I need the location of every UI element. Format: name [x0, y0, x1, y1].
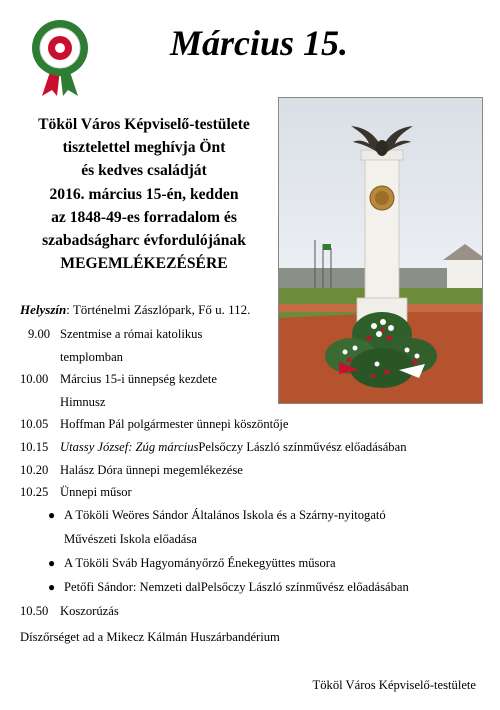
- bullet-item: [20, 556, 490, 580]
- program-text: Koszorúzás: [60, 603, 119, 618]
- bullet-icon: ●: [48, 579, 56, 594]
- bullet-icon: ●: [48, 507, 56, 522]
- program-row: [20, 417, 490, 440]
- invitation-line: és kedves családját: [81, 162, 207, 180]
- program-list: [20, 327, 490, 626]
- invitation-text: [20, 113, 268, 275]
- program-text: Halász Dóra ünnepi megemlékezése: [60, 462, 243, 477]
- program-row-continuation: [20, 395, 490, 418]
- program-text: Himnusz: [60, 394, 106, 409]
- bullet-text: A Tököli Weöres Sándor Általános Iskola és a Szárny-nyitogató: [64, 507, 386, 522]
- program-text-italic: Utassy József: Zúg március: [60, 439, 199, 454]
- bullet-text: Pelsőczy László színművész előadásában: [200, 579, 409, 594]
- bullet-text: A Tököli Sváb Hagyományőrző Énekegyüttes műsora: [64, 555, 336, 570]
- bullet-item: [20, 580, 490, 604]
- program-text: Ünnepi műsor: [60, 485, 132, 500]
- bullet-item: [20, 508, 490, 532]
- program-time: 10.25: [20, 485, 49, 500]
- program-row: [20, 372, 490, 395]
- bullet-icon: ●: [48, 555, 56, 570]
- invitation-line: az 1848-49-es forradalom és: [51, 208, 237, 226]
- program-text: templomban: [60, 349, 123, 364]
- page-title: Március 15.: [170, 23, 349, 63]
- program-row: [20, 485, 490, 508]
- program-text: Március 15-i ünnepség kezdete: [60, 372, 218, 387]
- bullet-item-continuation: [20, 532, 490, 556]
- invitation-line: tisztelettel meghívja Önt: [62, 139, 226, 157]
- cockade-emblem: [30, 18, 90, 98]
- invitation-line: Tököl Város Képviselő-testülete: [38, 116, 250, 133]
- program-row: [20, 440, 490, 463]
- signature: Tököl Város Képviselő-testülete: [312, 678, 476, 692]
- invitation-line: MEGEMLÉKEZÉSÉRE: [60, 255, 228, 273]
- program-text: Szentmise a római katolikus: [60, 327, 203, 341]
- program-row: [20, 327, 490, 350]
- program-row: [20, 463, 490, 486]
- invitation-line: szabadságharc évfordulójának: [42, 232, 246, 250]
- venue-line: [20, 302, 250, 318]
- program-time: 9.00: [28, 327, 51, 341]
- program-text: Hoffman Pál polgármester ünnepi köszöntője: [60, 417, 289, 432]
- program-time: 10.20: [20, 462, 49, 477]
- bullet-text-italic: Petőfi Sándor: Nemzeti dal: [64, 579, 201, 594]
- program-time: 10.05: [20, 417, 49, 432]
- program-time: 10.50: [20, 603, 49, 618]
- program-text: Pelsőczy László színművész előadásában: [198, 439, 407, 454]
- program-time: 10.00: [20, 372, 49, 387]
- program-row: [20, 604, 490, 627]
- venue-value: : Történelmi Zászlópark, Fő u. 112.: [66, 302, 251, 317]
- bullet-text: Művészeti Iskola előadása: [64, 531, 197, 546]
- program-time: 10.15: [20, 439, 49, 454]
- honor-guard-text: Díszőrséget ad a Mikecz Kálmán Huszárbandérium: [20, 630, 280, 644]
- venue-label: Helyszín: [20, 302, 67, 317]
- invitation-line: 2016. március 15-én, kedden: [49, 185, 239, 203]
- program-row-continuation: [20, 350, 490, 373]
